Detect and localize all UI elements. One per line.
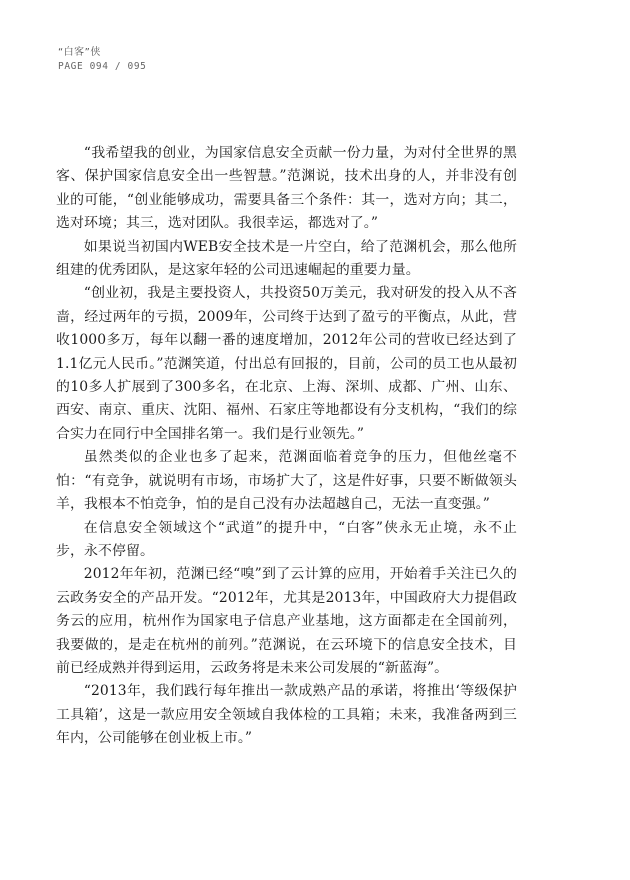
- paragraph: 2012年年初，范渊已经“嗅”到了云计算的应用，开始着手关注已久的云政务安全的产品开发。“2012年，尤其是2013年，中国政府大力提倡政务云的应用，杭州作为国家电子信息产业基地，这方面都走在全国前列，我要做的，是走在杭州的前列。”范渊说，在云环境下的信息安全技术，目前已经成熟并得到运用，云政务将是未来公司发展的“新蓝海”。: [56, 566, 517, 676]
- chapter-title: “白客”侠: [58, 47, 101, 58]
- running-header: [58, 46, 146, 74]
- paragraph: “我希望我的创业，为国家信息安全贡献一份力量，为对付全世界的黑客、保护国家信息安全出一些智慧。”范渊说，技术出身的人，并非没有创业的可能，“创业能够成功，需要具备三个条件：其一，选对方向；其二，选对环境；其三，选对团队。我很幸运，都选对了。”: [56, 145, 517, 232]
- paragraph: 虽然类似的企业也多了起来，范渊面临着竞争的压力，但他丝毫不怕：“有竞争，就说明有市场，市场扩大了，这是件好事，只要不断做领头羊，我根本不怕竞争，怕的是自己没有办法超越自己，无法一直变强。”: [56, 449, 517, 513]
- paragraph: 如果说当初国内WEB安全技术是一片空白，给了范渊机会，那么他所组建的优秀团队，是这家年轻的公司迅速崛起的重要力量。: [56, 238, 517, 279]
- paragraph: “创业初，我是主要投资人，共投资50万美元，我对研发的投入从不吝啬，经过两年的亏损，2009年，公司终于达到了盈亏的平衡点，从此，营收1000多万，每年以翻一番的速度增加，2012年公司的营收已经达到了1.1亿元人民币。”范渊笑道，付出总有回报的，目前，公司的员工也从最初的10多人扩展到了300多名，在北京、上海、深圳、成都、广州、山东、西安、南京、重庆、沈阳、福州、石家庄等地都设有分支机构，“我们的综合实力在同行中全国排名第一。我们是行业领先。”: [56, 285, 517, 442]
- paragraph: “2013年，我们践行每年推出一款成熟产品的承诺，将推出‘等级保护工具箱’，这是一款应用安全领域自我体检的工具箱；未来，我准备两到三年内，公司能够在创业板上市。”: [56, 683, 517, 747]
- article-body: [56, 142, 517, 751]
- paragraph: 在信息安全领域这个“武道”的提升中，“白客”侠永无止境，永不止步，永不停留。: [56, 519, 517, 559]
- page-number: PAGE 094 / 095: [58, 61, 147, 72]
